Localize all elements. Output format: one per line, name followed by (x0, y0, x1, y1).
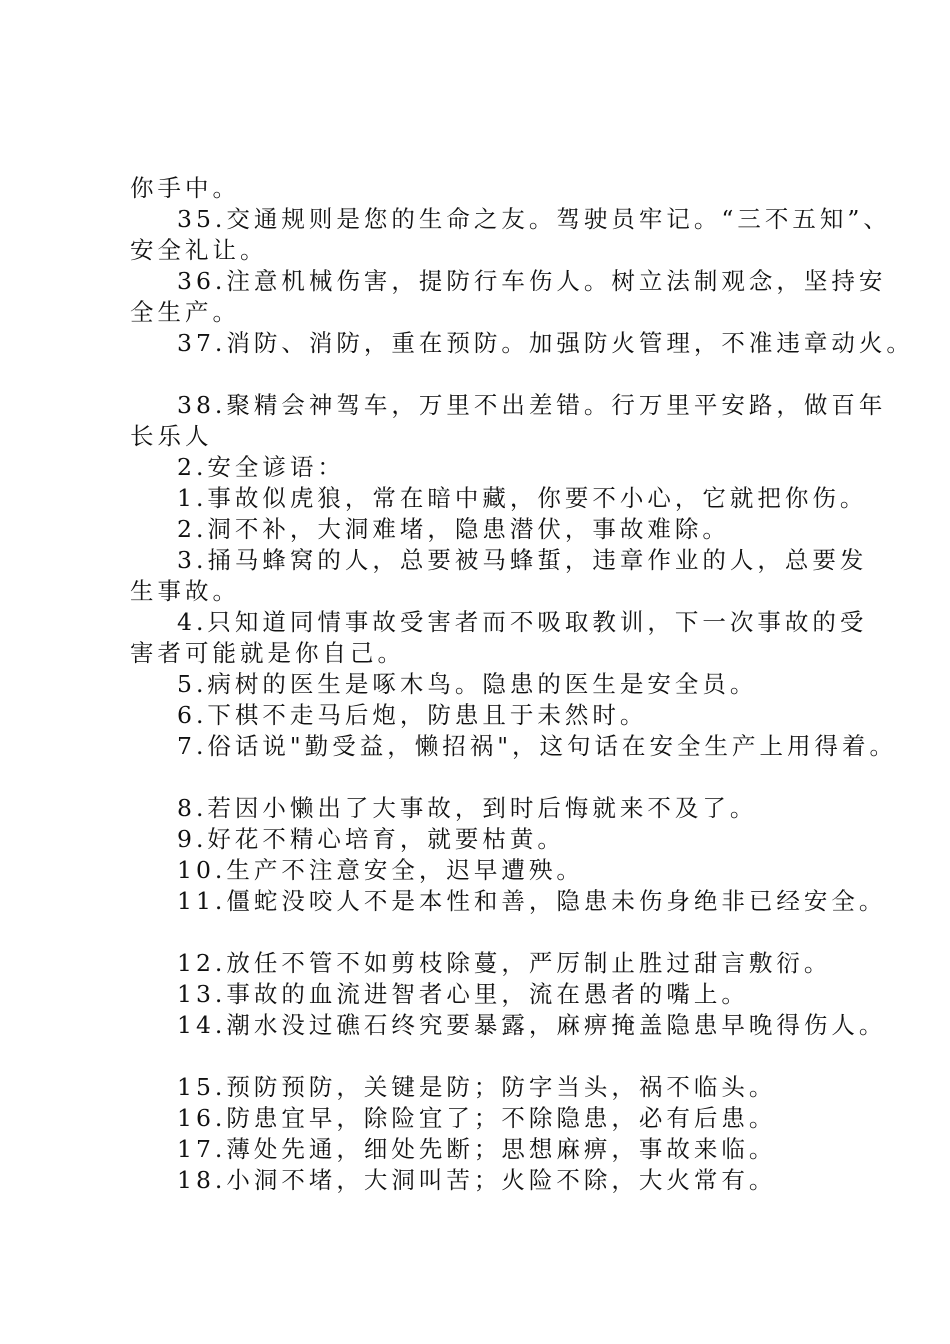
blank-line (130, 359, 870, 390)
text-line: 全生产。 (130, 298, 240, 326)
text-line: 长乐人 (130, 422, 213, 450)
text-line: 害者可能就是你自己。 (130, 639, 405, 667)
text-line: 18.小洞不堵，大洞叫苦；火险不除，大火常有。 (177, 1166, 777, 1194)
text-line: 生事故。 (130, 577, 240, 605)
text-line: 37.消防、消防，重在预防。加强防火管理，不准违章动火。 (177, 329, 914, 357)
text-line: 35.交通规则是您的生命之友。驾驶员牢记。“三不五知”、 (177, 205, 891, 233)
blank-line (130, 917, 870, 948)
text-line: 7.俗话说"勤受益，懒招祸"，这句话在安全生产上用得着。 (177, 732, 898, 760)
blank-line (130, 762, 870, 793)
text-line: 12.放任不管不如剪枝除蔓，严厉制止胜过甜言敷衍。 (177, 949, 832, 977)
text-line: 10.生产不注意安全，迟早遭殃。 (177, 856, 584, 884)
section-heading: 2.安全谚语： (177, 453, 345, 481)
text-line: 2.洞不补，大洞难堵，隐患潜伏，事故难除。 (177, 515, 730, 543)
text-line: 11.僵蛇没咬人不是本性和善，隐患未伤身绝非已经安全。 (177, 887, 887, 915)
text-line: 9.好花不精心培育，就要枯黄。 (177, 825, 565, 853)
text-line: 4.只知道同情事故受害者而不吸取教训，下一次事故的受 (177, 608, 868, 636)
document-body (130, 173, 914, 1196)
text-line: 38.聚精会神驾车，万里不出差错。行万里平安路，做百年 (177, 391, 887, 419)
text-line: 安全礼让。 (130, 236, 268, 264)
text-line: 36.注意机械伤害，提防行车伤人。树立法制观念，坚持安 (177, 267, 887, 295)
text-line: 13.事故的血流进智者心里，流在愚者的嘴上。 (177, 980, 749, 1008)
text-line: 6.下棋不走马后炮，防患且于未然时。 (177, 701, 648, 729)
text-line: 16.防患宜早，除险宜了；不除隐患，必有后患。 (177, 1104, 777, 1132)
text-line: 14.潮水没过礁石终究要暴露，麻痹掩盖隐患早晚得伤人。 (177, 1011, 887, 1039)
text-line: 5.病树的医生是啄木鸟。隐患的医生是安全员。 (177, 670, 758, 698)
text-line: 17.薄处先通，细处先断；思想麻痹，事故来临。 (177, 1135, 777, 1163)
text-line: 1.事故似虎狼，常在暗中藏，你要不小心，它就把你伤。 (177, 484, 868, 512)
text-line: 15.预防预防，关键是防；防字当头，祸不临头。 (177, 1073, 777, 1101)
text-line: 3.捅马蜂窝的人，总要被马蜂蜇，违章作业的人，总要发 (177, 546, 868, 574)
blank-line (130, 1041, 870, 1072)
text-line: 你手中。 (130, 174, 240, 202)
text-line: 8.若因小懒出了大事故，到时后悔就来不及了。 (177, 794, 758, 822)
